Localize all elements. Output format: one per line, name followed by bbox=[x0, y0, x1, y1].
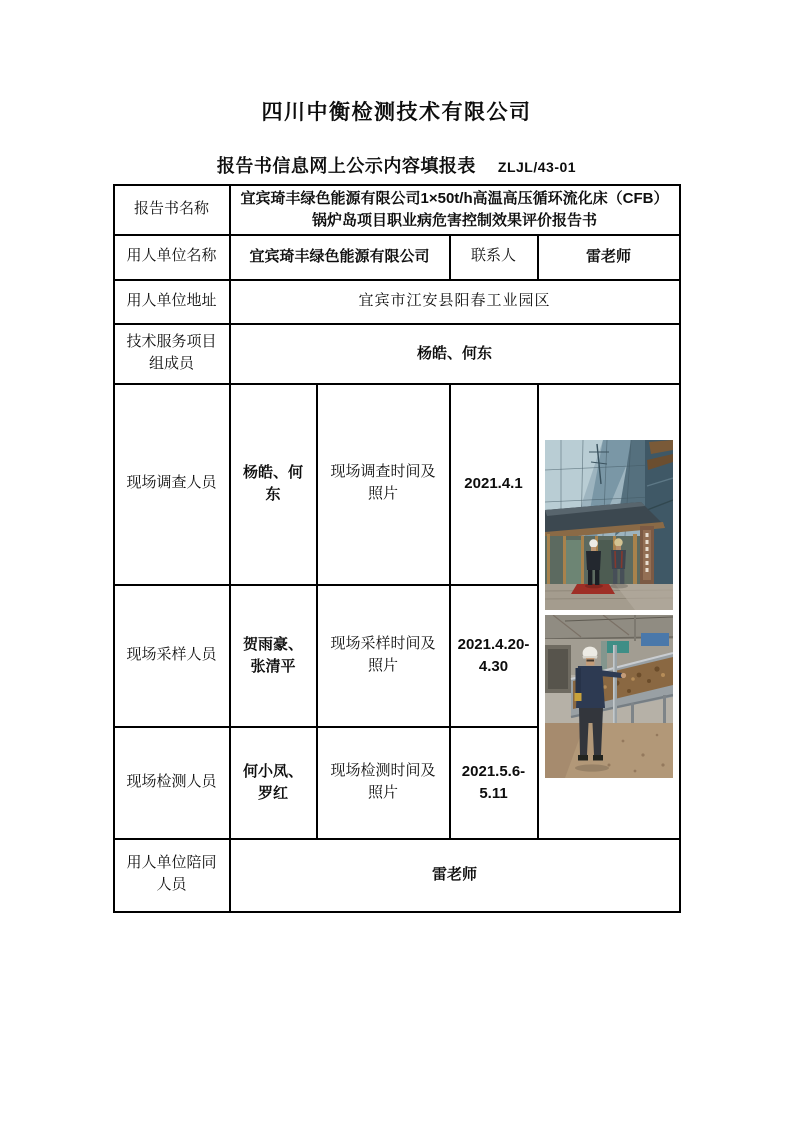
sampling-time: 2021.4.20-4.30 bbox=[450, 585, 538, 727]
row-report-name bbox=[114, 185, 680, 235]
team-value: 杨皓、何东 bbox=[230, 324, 680, 384]
contact-label: 联系人 bbox=[450, 235, 538, 280]
row-team bbox=[114, 324, 680, 384]
testing-time: 2021.5.6-5.11 bbox=[450, 727, 538, 839]
site-sampling-photo bbox=[545, 615, 673, 778]
contact-value: 雷老师 bbox=[538, 235, 680, 280]
testing-time-label: 现场检测时间及照片 bbox=[317, 727, 450, 839]
survey-names: 杨皓、何东 bbox=[230, 384, 317, 585]
site-survey-photo bbox=[545, 440, 673, 610]
photo-column-cell bbox=[538, 384, 680, 839]
testing-label: 现场检测人员 bbox=[114, 727, 230, 839]
sampling-label: 现场采样人员 bbox=[114, 585, 230, 727]
employer-name-label: 用人单位名称 bbox=[114, 235, 230, 280]
survey-time-label: 现场调查时间及照片 bbox=[317, 384, 450, 585]
team-label: 技术服务项目组成员 bbox=[114, 324, 230, 384]
row-escort bbox=[114, 839, 680, 912]
sampling-names: 贺雨豪、张清平 bbox=[230, 585, 317, 727]
escort-label: 用人单位陪同人员 bbox=[114, 839, 230, 912]
escort-value: 雷老师 bbox=[230, 839, 680, 912]
company-title: 四川中衡检测技术有限公司 bbox=[261, 101, 532, 124]
row-employer-name bbox=[114, 235, 680, 280]
survey-time: 2021.4.1 bbox=[450, 384, 538, 585]
row-survey bbox=[114, 384, 680, 585]
form-title: 报告书信息网上公示内容填报表 bbox=[216, 156, 476, 176]
report-info-table bbox=[113, 184, 681, 913]
report-name-value: 宜宾琦丰绿色能源有限公司1×50t/h高温高压循环流化床（CFB）锅炉岛项目职业病危害控制效果评价报告书 bbox=[230, 185, 680, 235]
form-title-row bbox=[0, 152, 793, 178]
employer-address-label: 用人单位地址 bbox=[114, 280, 230, 324]
form-code: ZLJL/43-01 bbox=[497, 159, 577, 175]
survey-label: 现场调查人员 bbox=[114, 384, 230, 585]
row-employer-address bbox=[114, 280, 680, 324]
employer-name-value: 宜宾琦丰绿色能源有限公司 bbox=[230, 235, 450, 280]
employer-address-value: 宜宾市江安县阳春工业园区 bbox=[230, 280, 680, 324]
testing-names: 何小凤、罗红 bbox=[230, 727, 317, 839]
sampling-time-label: 现场采样时间及照片 bbox=[317, 585, 450, 727]
report-name-label: 报告书名称 bbox=[114, 185, 230, 235]
